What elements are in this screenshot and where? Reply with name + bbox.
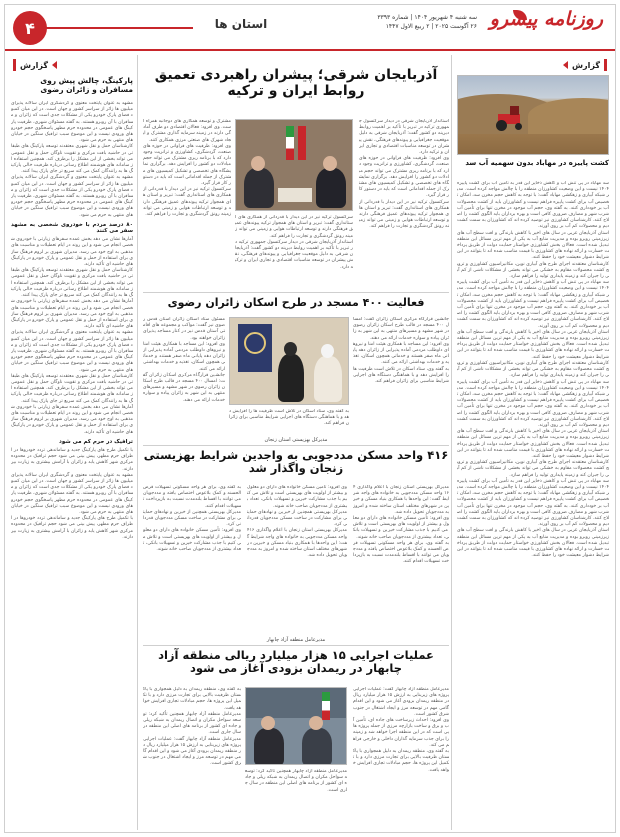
section-title: استان ها [214,17,268,31]
story1-col-2 [143,119,231,287]
photo-hill [528,98,609,134]
dateline-persian: سه شنبه ۴ شهریور ۱۴۰۴ | شماره ۳۳۹۳ [377,14,477,21]
tag-arrow-icon [563,61,568,69]
person-figure [254,728,284,765]
paragraph: کارشناسان معتقدند اجرای طرح های آبیاری نوین، مکانیزاسیون کشاورزی و ترویج کشت محصولات مقاوم به خشکی می تواند بخشی از مشکلات ناشی از کم آبی را جبران کند و زمینه پایداری تولید را فراهم سازد. [457,360,609,379]
paragraph: با تکمیل طرح های پارکینگ جدید و ساماندهی تردد خودروها در اطراف حرم مطهر، پیش بینی می شود حجم ترافیک در محدوده مرکزی شهر کاهش یابد و زائران با آرامش بیشتری به زیارت بپردازند. [11,516,133,540]
paragraph: به گفته وی، برای هر واحد مسکونی تسهیلات قرض الحسنه و کمک بلاعوض اختصاص یافته و مددجویان می توانند با اقساط بلندمدت نسبت به بازپرداخت تسهیلات اقدام کنند. [353,540,449,565]
paragraph: استان آذربایجان غربی در سال های اخیر با کاهش بارندگی و افت سطح آب های زیرزمینی روبرو بوده و مدیریت منابع آب به یکی از مهم ترین مسائل این منطقه تبدیل شده است. فعالان بخش کشاورزی خواستار حمایت دولت از طریق پرداخت خسارت و ارائه نهاده های کشاورزی با قیمت مناسب شده اند تا بتوانند در این شرایط دشوار معیشت خود را حفظ کنند. [457,528,609,559]
paragraph: آمارها نشان می دهد بخش عمده سفرهای زیارتی با خودروی شخصی انجام می شود و این روند در ایام تعطیلات و مناسبت های مذهبی به اوج خود می رسد. مدیران شهری بر لزوم فرهنگ سازی برای استفاده از حمل و نقل عمومی و پارک خودرو در پارکینگ های حاشیه ای تأکید دارند. [11,404,133,435]
story-divider [143,292,449,293]
person-head [261,716,275,730]
paragraph: مشهد به عنوان پایتخت معنوی و گردشگری ایران سالانه پذیرای میلیون ها زائر از سراسر کشور و جهان است. در این میان کمبود فضای پارک خودرو یکی از مشکلات جدی است که زائران و مسافران با آن روبرو هستند. به گفته مسئولان شهری، ظرفیت پارکینگ های عمومی در محدوده حرم مطهر پاسخگوی حجم خودروهای ورودی نیست و این موضوع سبب ترافیک سنگین در خیابان های منتهی به حرم می شود. [11,330,133,373]
person-head [284,342,297,356]
paragraph: مدیرکل بهزیستی همچنین از خیرین و نهادهای حمایتی برای مشارکت در ساخت مسکن مددجویان قدردانی کرد. [247,509,347,528]
tag-label: گزارش [20,60,49,70]
paragraph: وی افزود: تأمین مسکن خانواده های دارای دو معلول و بیشتر از اولویت های بهزیستی است و تلاش می کنیم با جذب مشارکت خیرین و تسهیلات بانکی، تعداد بیشتری از مددجویان صاحب خانه شوند. [353,516,449,540]
iran-flag-icon [286,126,294,160]
story3-col-2 [247,485,347,635]
sidebar-right-body [457,181,609,829]
person-head [323,156,337,171]
page-header [5,5,616,51]
paragraph: استاندار آذربایجان شرقی در دیدار سرکنسول جمهوری ترکیه در تبریز با تأکید بر اهمیت روابط دیرینه دو کشور گفت: آذربایجان شرقی به دلیل موقعیت جغرافیایی و پیوندهای فرهنگی، نقش پیشران در توسعه مناسبات اقتصادی و تجاری ایران و ترکیه دارد. [235,239,353,270]
story3-col-3 [143,485,241,635]
paragraph: به گفته وی، منطقه ریمدان به دلیل همجواری با پاکستان ظرفیت بالایی برای تجارت مرزی دارد و با تکمیل این پروژه ها، حجم مبادلات تجاری افزایش خواهد یافت. [143,687,241,711]
logo-text: روزنامه پیشرو [489,8,603,30]
story3-headline: ۴۱۶ واحد مسکن مددجویی به واجدین شرایط بهزیستی زنجان واگذار شد [143,448,449,476]
person-figure [302,728,332,765]
paragraph: مدیرعامل منطقه آزاد چابهار گفت: عملیات اجرایی پروژه های زیربنایی به ارزش ۱۵ هزار میلیارد ریال در منطقه ریمدان بزودی آغاز می شود و این اقدام گامی مهم در توسعه مرز و ایجاد اشتغال در جنوب شرق کشور است. [143,736,241,767]
subhead: ترافیک در حرم کم می شود [59,438,133,445]
iran-flag-icon [322,692,330,720]
tag-bar [13,59,16,71]
story3-col-1 [353,485,449,635]
paragraph: مسئول ستاد اسکان زائران آستان قدس رضوی نیز گفت: مواکب و مجموعه های اقامتی آستان قدس نیز در کنار مساجد پذیرای زائران خواهند بود. [143,317,225,341]
tractor-cabin [510,106,519,115]
paragraph: سرکنسول ترکیه نیز در این دیدار با قدردانی از همکاری های استانداری گفت: تبریز و استان های همجوار ترکیه پیوندهای عمیق فرهنگی دارند و توسعه ارتباطات هوایی و زمینی می تواند زمینه رونق گردشگری و تجارت را فراهم کند. [143,187,231,218]
tractor-field-photo [457,75,609,155]
paragraph: مدیرکل بهزیستی استان زنجان با اعلام واگذاری ۴۱۶ واحد مسکن مددجویی به خانواده های واجد شرایط گفت: این واحدها با همکاری بنیاد مسکن و خیرین در شهرهای مختلف استان ساخته شده و امروز به مددجویان تحویل داده شد. [353,485,449,515]
paragraph: به گفته وی، ستاد اسکان در تلاش است ظرفیت ها را افزایش دهد و با هماهنگی دستگاه های اجرایی شرایط مناسبی برای زائران فراهم کند. [353,366,449,385]
tag-bar [604,59,607,71]
person-head [251,156,265,171]
report-tag-right [563,57,607,73]
story4-col-3 [143,687,241,829]
newspaper-page [4,4,616,833]
person-figure [244,168,274,208]
story4-photo [245,687,347,765]
sidebar-left-body [11,101,133,829]
story1-col-3 [235,215,353,287]
paragraph: به گفته وی، ستاد اسکان در تلاش است ظرفیت ها را افزایش دهد و با هماهنگی دستگاه های اجرایی شرایط مناسبی برای زائران فراهم کند. [229,409,349,427]
page-number-rule [43,27,193,29]
story1-photo [235,119,353,211]
story2-photo [229,317,349,405]
paragraph: وی افزود: ظرفیت های فراوانی در حوزه های صنعت، گردشگری، کشاورزی و ترانزیت وجود دارد که با برنامه ریزی مشترک می تواند حجم مبادلات دو کشور را افزایش دهد. برگزاری نمایشگاه های تخصصی و تشکیل کمیسیون های مشترک از جمله اقداماتی است که باید در دستور کار قرار گیرد. [359,156,449,199]
story4-headline: عملیات اجرایی ۱۵ هزار میلیارد ریالی منطقه آزاد چابهار در ریمدان بزودی آغاز می شود [158,648,434,676]
tractor-wheel [496,120,507,131]
story2-col-2 [143,317,225,435]
paragraph: مدیرکل بهزیستی استان زنجان با اعلام واگذاری ۴۱۶ واحد مسکن مددجویی به خانواده های واجد شرایط گفت: این واحدها با همکاری بنیاد مسکن و خیرین در شهرهای مختلف استان ساخته شده و امروز به مددجویان تحویل داده شد. [247,528,347,559]
paragraph: استاندار آذربایجان شرقی در دیدار سرکنسول جمهوری ترکیه در تبریز با تأکید بر اهمیت روابط دیرینه دو کشور گفت: آذربایجان شرقی به دلیل موقعیت جغرافیایی و پیوندهای فرهنگی، نقش پیشران در توسعه مناسبات اقتصادی و تجاری ایران و ترکیه دارد. [359,119,449,156]
paragraph: مشهد به عنوان پایتخت معنوی و گردشگری ایران سالانه پذیرای میلیون ها زائر از سراسر کشور و جهان است. در این میان کمبود فضای پارک خودرو یکی از مشکلات جدی است که زائران و مسافران با آن روبرو هستند. به گفته مسئولان شهری، ظرفیت پارکینگ های عمومی در محدوده حرم مطهر پاسخگوی حجم خودروهای ورودی نیست و این موضوع سبب ترافیک سنگین در خیابان های منتهی به حرم می شود. [11,175,133,218]
photo-wall [246,688,347,718]
column-rule [137,55,138,830]
story2-col-1 [353,317,449,435]
paragraph: آمارها نشان می دهد بخش عمده سفرهای زیارتی با خودروی شخصی انجام می شود و این روند در ایام تعطیلات و مناسبت های مذهبی به اوج خود می رسد. مدیران شهری بر لزوم فرهنگ سازی برای استفاده از حمل و نقل عمومی و پارک خودرو در پارکینگ های حاشیه ای تأکید دارند. [11,237,133,268]
paragraph: سرکنسول ترکیه نیز در این دیدار با قدردانی از همکاری های استانداری گفت: تبریز و استان های همجوار ترکیه پیوندهای عمیق فرهنگی دارند و توسعه ارتباطات هوایی و زمینی می تواند زمینه رونق گردشگری و تجارت را فراهم کند. [235,215,353,239]
paragraph: سد مهاباد در پی تنش آب و کاهش ذخایر این قدر به تأمین آب برای کشت پاییزه ۱۴۰۴ نیست و این وضعیت کشاورزان منطقه را با چالش مواجه کرده است. مدیر شبکه آبیاری و زهکشی مهاباد گفت: با توجه به کاهش حجم مخزن سد، امکان تخصیص آب برای کشت پاییزه فراهم نیست و کشاورزان باید از کشت محصولات آب بر خودداری کنند. به گفته وی، حجم آب موجود در مخزن تنها برای تأمین آب شرب شهر و مصارف ضروری کافی است و بهره برداران باید الگوی کشت را اصلاح کنند. کارشناسان کشاورزی نیز توصیه کرده اند که کشاورزان به سمت کشت دیم و محصولات کم آب بر روی آورند. [457,379,609,428]
paragraph: سد مهاباد در پی تنش آب و کاهش ذخایر این قدر به تأمین آب برای کشت پاییزه ۱۴۰۴ نیست و این وضعیت کشاورزان منطقه را با چالش مواجه کرده است. مدیر شبکه آبیاری و زهکشی مهاباد گفت: با توجه به کاهش حجم مخزن سد، امکان تخصیص آب برای کشت پاییزه فراهم نیست و کشاورزان باید از کشت محصولات آب بر خودداری کنند. به گفته وی، حجم آب موجود در مخزن تنها برای تأمین آب شرب شهر و مصارف ضروری کافی است و بهره برداران باید الگوی کشت را اصلاح کنند. کارشناسان کشاورزی نیز توصیه کرده اند که کشاورزان به سمت کشت دیم و محصولات کم آب بر روی آورند. [457,181,609,230]
paragraph: وی افزود: تأمین مسکن خانواده های دارای دو معلول و بیشتر از اولویت های بهزیستی است و تلاش می کنیم با جذب مشارکت خیرین و تسهیلات بانکی، تعداد بیشتری از مددجویان صاحب خانه شوند. [247,485,347,509]
story2-col-3 [229,409,349,435]
dateline-gregorian: ۲۶ آگوست ۲۰۲۵ | ۲ ربیع الاول ۱۴۴۷ [385,23,477,30]
story1-headline: آذربایجان شرقی؛ پیشران راهبردی تعمیق روابط ایران و ترکیه [154,67,438,100]
paragraph: کارشناسان معتقدند اجرای طرح های آبیاری نوین، مکانیزاسیون کشاورزی و ترویج کشت محصولات مقاوم به خشکی می تواند بخشی از مشکلات ناشی از کم آبی را جبران کند و زمینه پایداری تولید را فراهم سازد. [457,261,609,280]
paragraph: مدیرعامل منطقه آزاد چابهار همچنین تأکید کرد: توسعه سواحل مکران و اتصال ریمدان به شبکه ریلی و جاده ای کشور از برنامه های اصلی این منطقه در سال جاری است. [143,711,241,736]
paragraph: به گفته وی، منطقه ریمدان به دلیل همجواری با پاکستان ظرفیت بالایی برای تجارت مرزی دارد و با تکمیل این پروژه ها، حجم مبادلات تجاری افزایش خواهد یافت. [353,749,449,773]
page-number-badge: ۴ [13,11,47,45]
paragraph: مدیرعامل منطقه آزاد چابهار گفت: عملیات اجرایی پروژه های زیربنایی به ارزش ۱۵ هزار میلیارد ریال در منطقه ریمدان بزودی آغاز می شود و این اقدام گامی مهم در توسعه مرز و ایجاد اشتغال در جنوب شرق کشور است. [353,687,449,717]
tag-arrow-icon [52,61,57,69]
newspaper-logo [485,8,603,44]
tractor-wheel [515,123,522,130]
dateline [367,13,477,31]
tag-label: گزارش [571,60,600,70]
paragraph: مشهد به عنوان پایتخت معنوی و گردشگری ایران سالانه پذیرای میلیون ها زائر از سراسر کشور و جهان است. در این میان کمبود فضای پارک خودرو یکی از مشکلات جدی است که زائران و مسافران با آن روبرو هستند. به گفته مسئولان شهری، ظرفیت پارکینگ های عمومی در محدوده حرم مطهر پاسخگوی حجم خودروهای ورودی نیست و این موضوع سبب ترافیک سنگین در خیابان های منتهی به حرم می شود. [11,101,133,144]
paragraph: وی افزود: تأمین مسکن خانواده های دارای دو معلول و بیشتر از اولویت های بهزیستی است و تلاش می کنیم با جذب مشارکت خیرین و تسهیلات بانکی، تعداد بیشتری از مددجویان صاحب خانه شوند. [143,528,241,553]
paragraph: سد مهاباد در پی تنش آب و کاهش ذخایر این قدر به تأمین آب برای کشت پاییزه ۱۴۰۴ نیست و این وضعیت کشاورزان منطقه را با چالش مواجه کرده است. مدیر شبکه آبیاری و زهکشی مهاباد گفت: با توجه به کاهش حجم مخزن سد، امکان تخصیص آب برای کشت پاییزه فراهم نیست و کشاورزان باید از کشت محصولات آب بر خودداری کنند. به گفته وی، حجم آب موجود در مخزن تنها برای تأمین آب شرب شهر و مصارف ضروری کافی است و بهره برداران باید الگوی کشت را اصلاح کنند. کارشناسان کشاورزی نیز توصیه کرده اند که کشاورزان به سمت کشت دیم و محصولات کم آب بر روی آورند. [457,478,609,528]
paragraph: مدیرعامل منطقه آزاد چابهار همچنین تأکید کرد: توسعه سواحل مکران و اتصال ریمدان به شبکه ریلی و جاده ای کشور از برنامه های اصلی این منطقه در سال جاری است. [245,769,347,793]
paragraph: آمارها نشان می دهد بخش عمده سفرهای زیارتی با خودروی شخصی انجام می شود و این روند در ایام تعطیلات و مناسبت های مذهبی به اوج خود می رسد. مدیران شهری بر لزوم فرهنگ سازی برای استفاده از حمل و نقل عمومی و پارک خودرو در پارکینگ های حاشیه ای تأکید دارند. [11,299,133,330]
subhead: ۸۰ درصد مردم با خودروی شخصی به مشهد سفر می کنند [11,221,133,235]
person-figure [316,168,346,208]
story4-kicker: مدیرعامل منطقه آزاد چابهار [266,637,326,643]
emblem-icon [244,332,266,354]
story2-headline: فعالیت ۴۰۰ مسجد در طرح اسکان زائران رضوی [167,296,425,309]
paragraph: استان آذربایجان غربی در سال های اخیر با کاهش بارندگی و افت سطح آب های زیرزمینی روبرو بوده و مدیریت منابع آب به یکی از مهم ترین مسائل این منطقه تبدیل شده است. فعالان بخش کشاورزی خواستار حمایت دولت از طریق پرداخت خسارت و ارائه نهاده های کشاورزی با قیمت مناسب شده اند تا بتوانند در این شرایط دشوار معیشت خود را حفظ کنند. [457,329,609,360]
paragraph: سرکنسول ترکیه نیز در این دیدار با قدردانی از همکاری های استانداری گفت: تبریز و استان های همجوار ترکیه پیوندهای عمیق فرهنگی دارند و توسعه ارتباطات هوایی و زمینی می تواند زمینه رونق گردشگری و تجارت را فراهم کند. [359,199,449,230]
column-rule [451,55,452,830]
story1-col-1 [359,119,449,287]
paragraph: کارشناسان حمل و نقل شهری معتقدند توسعه پارکینگ های طبقاتی در حاشیه بافت مرکزی و تقویت ناوگان حمل و نقل عمومی می تواند بخشی از این مشکل را برطرف کند. همچنین استفاده از سامانه های هوشمند اطلاع رسانی درباره ظرفیت خالی پارکینگ ها به رانندگان کمک می کند سریع تر جای پارک پیدا کنند. [11,373,133,404]
paragraph: استان آذربایجان غربی در سال های اخیر با کاهش بارندگی و افت سطح آب های زیرزمینی روبرو بوده و مدیریت منابع آب به یکی از مهم ترین مسائل این منطقه تبدیل شده است. فعالان بخش کشاورزی خواستار حمایت دولت از طریق پرداخت خسارت و ارائه نهاده های کشاورزی با قیمت مناسب شده اند تا بتوانند در این شرایط دشوار معیشت خود را حفظ کنند. [457,230,609,261]
story-divider [143,645,449,646]
report-tag-left [13,57,57,73]
paragraph: با تکمیل طرح های پارکینگ جدید و ساماندهی تردد خودروها در اطراف حرم مطهر، پیش بینی می شود حجم ترافیک در محدوده مرکزی شهر کاهش یابد و زائران با آرامش بیشتری به زیارت بپردازند. [11,447,133,472]
paragraph: وی افزود: احداث زیرساخت های جاده ای، تأمین آب و برق و ساخت بازارچه مرزی از جمله پروژه هایی است که در این منطقه اجرا خواهد شد و زمینه را برای جذب سرمایه گذاران داخلی و خارجی فراهم می کند. [353,718,449,748]
paragraph: مشترک و توسعه همکاری های دوجانبه همراه است. وی افزود: فعالان اقتصادی دو طرف آمادگی دارند در زمینه سرمایه گذاری مشترک و ایجاد شهرک های صنعتی مرزی همکاری کنند. [143,119,231,143]
photo-table [278,188,312,202]
person-head [321,344,334,358]
story4-col-1 [353,687,449,829]
story3-kicker: مدیرکل بهزیستی استان زنجان [264,437,328,443]
paragraph: جانشین قرارگاه مرکزی اسکان زائران گفت: امسال ۴۰۰ مسجد در قالب طرح اسکان زائران رضوی در شهر مشهد و مسیرهای منتهی به این شهر به زائران پیاده و سواره خدمات ارائه می دهند. [143,372,225,403]
paragraph: وی افزود: این مساجد با همکاری هیئت امنا و نیروهای داوطلب مردمی آماده پذیرایی از زائران دهه پایانی ماه صفر هستند و خدماتی همچون اسکان، تغذیه و خدمات بهداشتی ارائه می کنند. [353,341,449,366]
paragraph: سد مهاباد در پی تنش آب و کاهش ذخایر این قدر به تأمین آب برای کشت پاییزه ۱۴۰۴ نیست و این وضعیت کشاورزان منطقه را با چالش مواجه کرده است. مدیر شبکه آبیاری و زهکشی مهاباد گفت: با توجه به کاهش حجم مخزن سد، امکان تخصیص آب برای کشت پاییزه فراهم نیست و کشاورزان باید از کشت محصولات آب بر خودداری کنند. به گفته وی، حجم آب موجود در مخزن تنها برای تأمین آب شرب شهر و مصارف ضروری کافی است و بهره برداران باید الگوی کشت را اصلاح کنند. کارشناسان کشاورزی نیز توصیه کرده اند که کشاورزان به سمت کشت دیم و محصولات کم آب بر روی آورند. [457,280,609,329]
person-head [309,716,323,730]
paragraph: وی افزود: ظرفیت های فراوانی در حوزه های صنعت، گردشگری، کشاورزی و ترانزیت وجود دارد که با برنامه ریزی مشترک می تواند حجم مبادلات دو کشور را افزایش دهد. برگزاری نمایشگاه های تخصصی و تشکیل کمیسیون های مشترک از جمله اقداماتی است که باید در دستور کار قرار گیرد. [143,143,231,187]
paragraph: جانشین قرارگاه مرکزی اسکان زائران گفت: امسال ۴۰۰ مسجد در قالب طرح اسکان زائران رضوی در شهر مشهد و مسیرهای منتهی به این شهر به زائران پیاده و سواره خدمات ارائه می دهند. [353,317,449,341]
paragraph: کارشناسان حمل و نقل شهری معتقدند توسعه پارکینگ های طبقاتی در حاشیه بافت مرکزی و تقویت ناوگان حمل و نقل عمومی می تواند بخشی از این مشکل را برطرف کند. همچنین استفاده از سامانه های هوشمند اطلاع رسانی درباره ظرفیت خالی پارکینگ ها به رانندگان کمک می کند سریع تر جای پارک پیدا کنند. [11,268,133,299]
paragraph: مشهد به عنوان پایتخت معنوی و گردشگری ایران سالانه پذیرای میلیون ها زائر از سراسر کشور و جهان است. در این میان کمبود فضای پارک خودرو یکی از مشکلات جدی است که زائران و مسافران با آن روبرو هستند. به گفته مسئولان شهری، ظرفیت پارکینگ های عمومی در محدوده حرم مطهر پاسخگوی حجم خودروهای ورودی نیست و این موضوع سبب ترافیک سنگین در خیابان های منتهی به حرم می شود. [11,472,133,515]
paragraph: کارشناسان حمل و نقل شهری معتقدند توسعه پارکینگ های طبقاتی در حاشیه بافت مرکزی و تقویت ناوگان حمل و نقل عمومی می تواند بخشی از این مشکل را برطرف کند. همچنین استفاده از سامانه های هوشمند اطلاع رسانی درباره ظرفیت خالی پارکینگ ها به رانندگان کمک می کند سریع تر جای پارک پیدا کنند. [11,144,133,175]
paragraph: استان آذربایجان غربی در سال های اخیر با کاهش بارندگی و افت سطح آب های زیرزمینی روبرو بوده و مدیریت منابع آب به یکی از مهم ترین مسائل این منطقه تبدیل شده است. فعالان بخش کشاورزی خواستار حمایت دولت از طریق پرداخت خسارت و ارائه نهاده های کشاورزی با قیمت مناسب شده اند تا بتوانند در این شرایط دشوار معیشت خود را حفظ کنند. [457,429,609,459]
header-rule [5,49,616,51]
paragraph: وی افزود: این مساجد با همکاری هیئت امنا و نیروهای داوطلب مردمی آماده پذیرایی از زائران دهه پایانی ماه صفر هستند و خدماتی همچون اسکان، تغذیه و خدمات بهداشتی ارائه می کنند. [143,341,225,372]
story4-col-2 [245,769,347,829]
paragraph: مدیرکل بهزیستی همچنین از خیرین و نهادهای حمایتی برای مشارکت در ساخت مسکن مددجویان قدردانی کرد. [143,509,241,528]
paragraph: کارشناسان معتقدند اجرای طرح های آبیاری نوین، مکانیزاسیون کشاورزی و ترویج کشت محصولات مقاوم به خشکی می تواند بخشی از مشکلات ناشی از کم آبی را جبران کند و زمینه پایداری تولید را فراهم سازد. [457,460,609,478]
turkey-flag-icon [298,126,306,160]
sidebar-left-headline: پارکینگ، چالش پیش روی مسافران و زائران رضوی [40,76,133,94]
story-divider [143,445,449,446]
person-figure [278,354,304,402]
person-figure [314,356,342,402]
paragraph: به گفته وی، برای هر واحد مسکونی تسهیلات قرض الحسنه و کمک بلاعوض اختصاص یافته و مددجویان می توانند با اقساط بلندمدت نسبت به بازپرداخت تسهیلات اقدام کنند. [143,485,241,509]
sidebar-right-headline: کشت پاییزه در مهاباد بدون سهمیه آب سد [465,159,609,167]
